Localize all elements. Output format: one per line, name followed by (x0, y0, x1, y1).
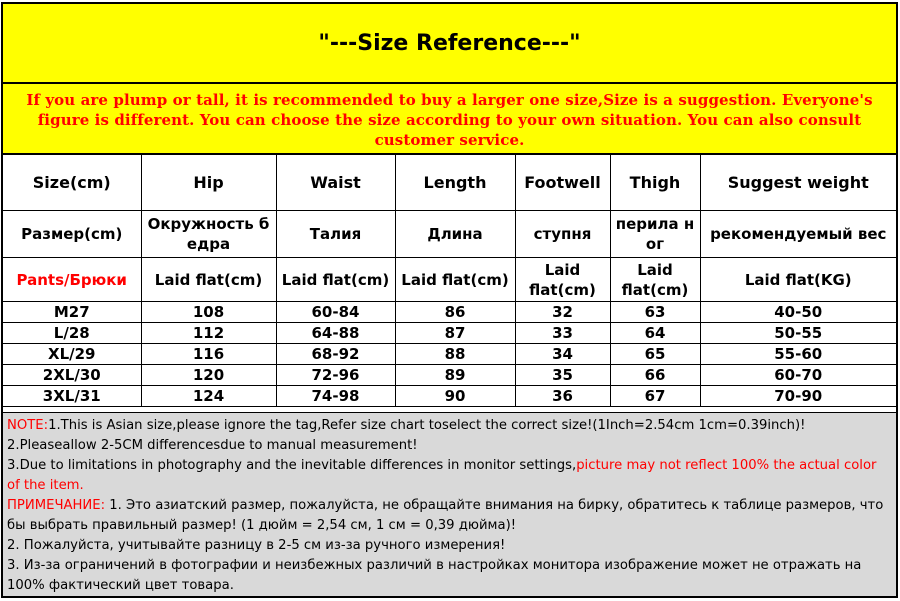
table-cell: 65 (610, 344, 700, 365)
note-text: 3.Due to limitations in photography and the inevitable differences in monitor settings, (7, 458, 577, 473)
header-cell: Suggest weight (700, 155, 896, 211)
header-cell: Waist (276, 155, 395, 211)
header-cell-ru: Размер(cm) (3, 211, 141, 258)
unit-cell: Laid flat(KG) (700, 258, 896, 302)
size-table (3, 155, 896, 407)
table-cell: 36 (515, 386, 610, 407)
table-cell: 88 (395, 344, 515, 365)
table-row (3, 365, 896, 386)
table-cell: M27 (3, 302, 141, 323)
unit-row (3, 258, 896, 302)
header-cell: Length (395, 155, 515, 211)
table-cell: 66 (610, 365, 700, 386)
notes-section (3, 412, 896, 596)
table-cell: 32 (515, 302, 610, 323)
table-cell: 60-84 (276, 302, 395, 323)
table-cell: 63 (610, 302, 700, 323)
table-cell: 74-98 (276, 386, 395, 407)
table-row (3, 323, 896, 344)
table-cell: 72-96 (276, 365, 395, 386)
note-2: 2.Pleaseallow 2-5CM differencesdue to manual measurement! (7, 438, 418, 453)
table-row (3, 344, 896, 365)
note-prefix-ru: ПРИМЕЧАНИЕ: (7, 498, 106, 513)
table-cell: 90 (395, 386, 515, 407)
header-cell-ru: перила н ог (610, 211, 700, 258)
table-cell: 112 (141, 323, 276, 344)
table-cell: 64-88 (276, 323, 395, 344)
header-row (3, 155, 896, 211)
header-cell: Thigh (610, 155, 700, 211)
header-row-ru (3, 211, 896, 258)
table-cell: 50-55 (700, 323, 896, 344)
header-cell-ru: ступня (515, 211, 610, 258)
table-cell: 40-50 (700, 302, 896, 323)
note-text-ru: 1. Это азиатский размер, пожалуйста, не обращайте внимания на бирку, обратитесь к таблице размеров, что бы выбрать правильный размер! (1 дюйм = 2,54 см, 1 см = 0,39 дюйма)! (7, 498, 884, 533)
header-cell-ru: Окружность б едра (141, 211, 276, 258)
note-highlight: picture may not reflect 100% the actual color of the item. (7, 458, 877, 493)
table-cell: 64 (610, 323, 700, 344)
note-1 (7, 416, 890, 436)
note-prefix: NOTE: (7, 418, 49, 433)
header-cell: Hip (141, 155, 276, 211)
note-ru-3: 3. Из-за ограничений в фотографии и неизбежных различий в настройках монитора изображение может не отражать на 100% фактический цвет товара. (7, 558, 862, 593)
table-cell: 116 (141, 344, 276, 365)
header-cell: Footwell (515, 155, 610, 211)
note-3 (7, 456, 890, 496)
note-ru-1 (7, 496, 890, 536)
table-row (3, 386, 896, 407)
size-warning: If you are plump or tall, it is recommended to buy a larger one size,Size is a suggestion. Everyone's figure is different. You can choose the size according to your own situation. You can also consult customer service. (3, 84, 896, 155)
table-cell: 3XL/31 (3, 386, 141, 407)
table-cell: 70-90 (700, 386, 896, 407)
table-cell: 34 (515, 344, 610, 365)
page-title: "---Size Reference---" (3, 4, 896, 84)
unit-cell: Laid flat(cm) (141, 258, 276, 302)
table-cell: 124 (141, 386, 276, 407)
unit-cell: Laid flat(cm) (515, 258, 610, 302)
size-reference-sheet (1, 2, 898, 598)
table-cell: 55-60 (700, 344, 896, 365)
unit-cell: Laid flat(cm) (276, 258, 395, 302)
note-ru-2: 2. Пожалуйста, учитывайте разницу в 2-5 см из-за ручного измерения! (7, 538, 506, 553)
table-cell: 120 (141, 365, 276, 386)
header-cell: Size(cm) (3, 155, 141, 211)
table-cell: 33 (515, 323, 610, 344)
unit-cell: Laid flat(cm) (610, 258, 700, 302)
unit-cell: Laid flat(cm) (395, 258, 515, 302)
note-text: 1.This is Asian size,please ignore the tag,Refer size chart toselect the correct size!(1Inch=2.54cm 1cm=0.39inch)! (48, 418, 806, 433)
unit-cell-category: Pants/Брюки (3, 258, 141, 302)
table-cell: 68-92 (276, 344, 395, 365)
table-cell: 67 (610, 386, 700, 407)
table-cell: 35 (515, 365, 610, 386)
table-cell: 108 (141, 302, 276, 323)
header-cell-ru: рекомендуемый вес (700, 211, 896, 258)
table-cell: 87 (395, 323, 515, 344)
header-cell-ru: Длина (395, 211, 515, 258)
table-cell: 89 (395, 365, 515, 386)
table-row (3, 302, 896, 323)
table-cell: 60-70 (700, 365, 896, 386)
table-cell: 86 (395, 302, 515, 323)
table-cell: 2XL/30 (3, 365, 141, 386)
header-cell-ru: Талия (276, 211, 395, 258)
table-cell: XL/29 (3, 344, 141, 365)
table-cell: L/28 (3, 323, 141, 344)
